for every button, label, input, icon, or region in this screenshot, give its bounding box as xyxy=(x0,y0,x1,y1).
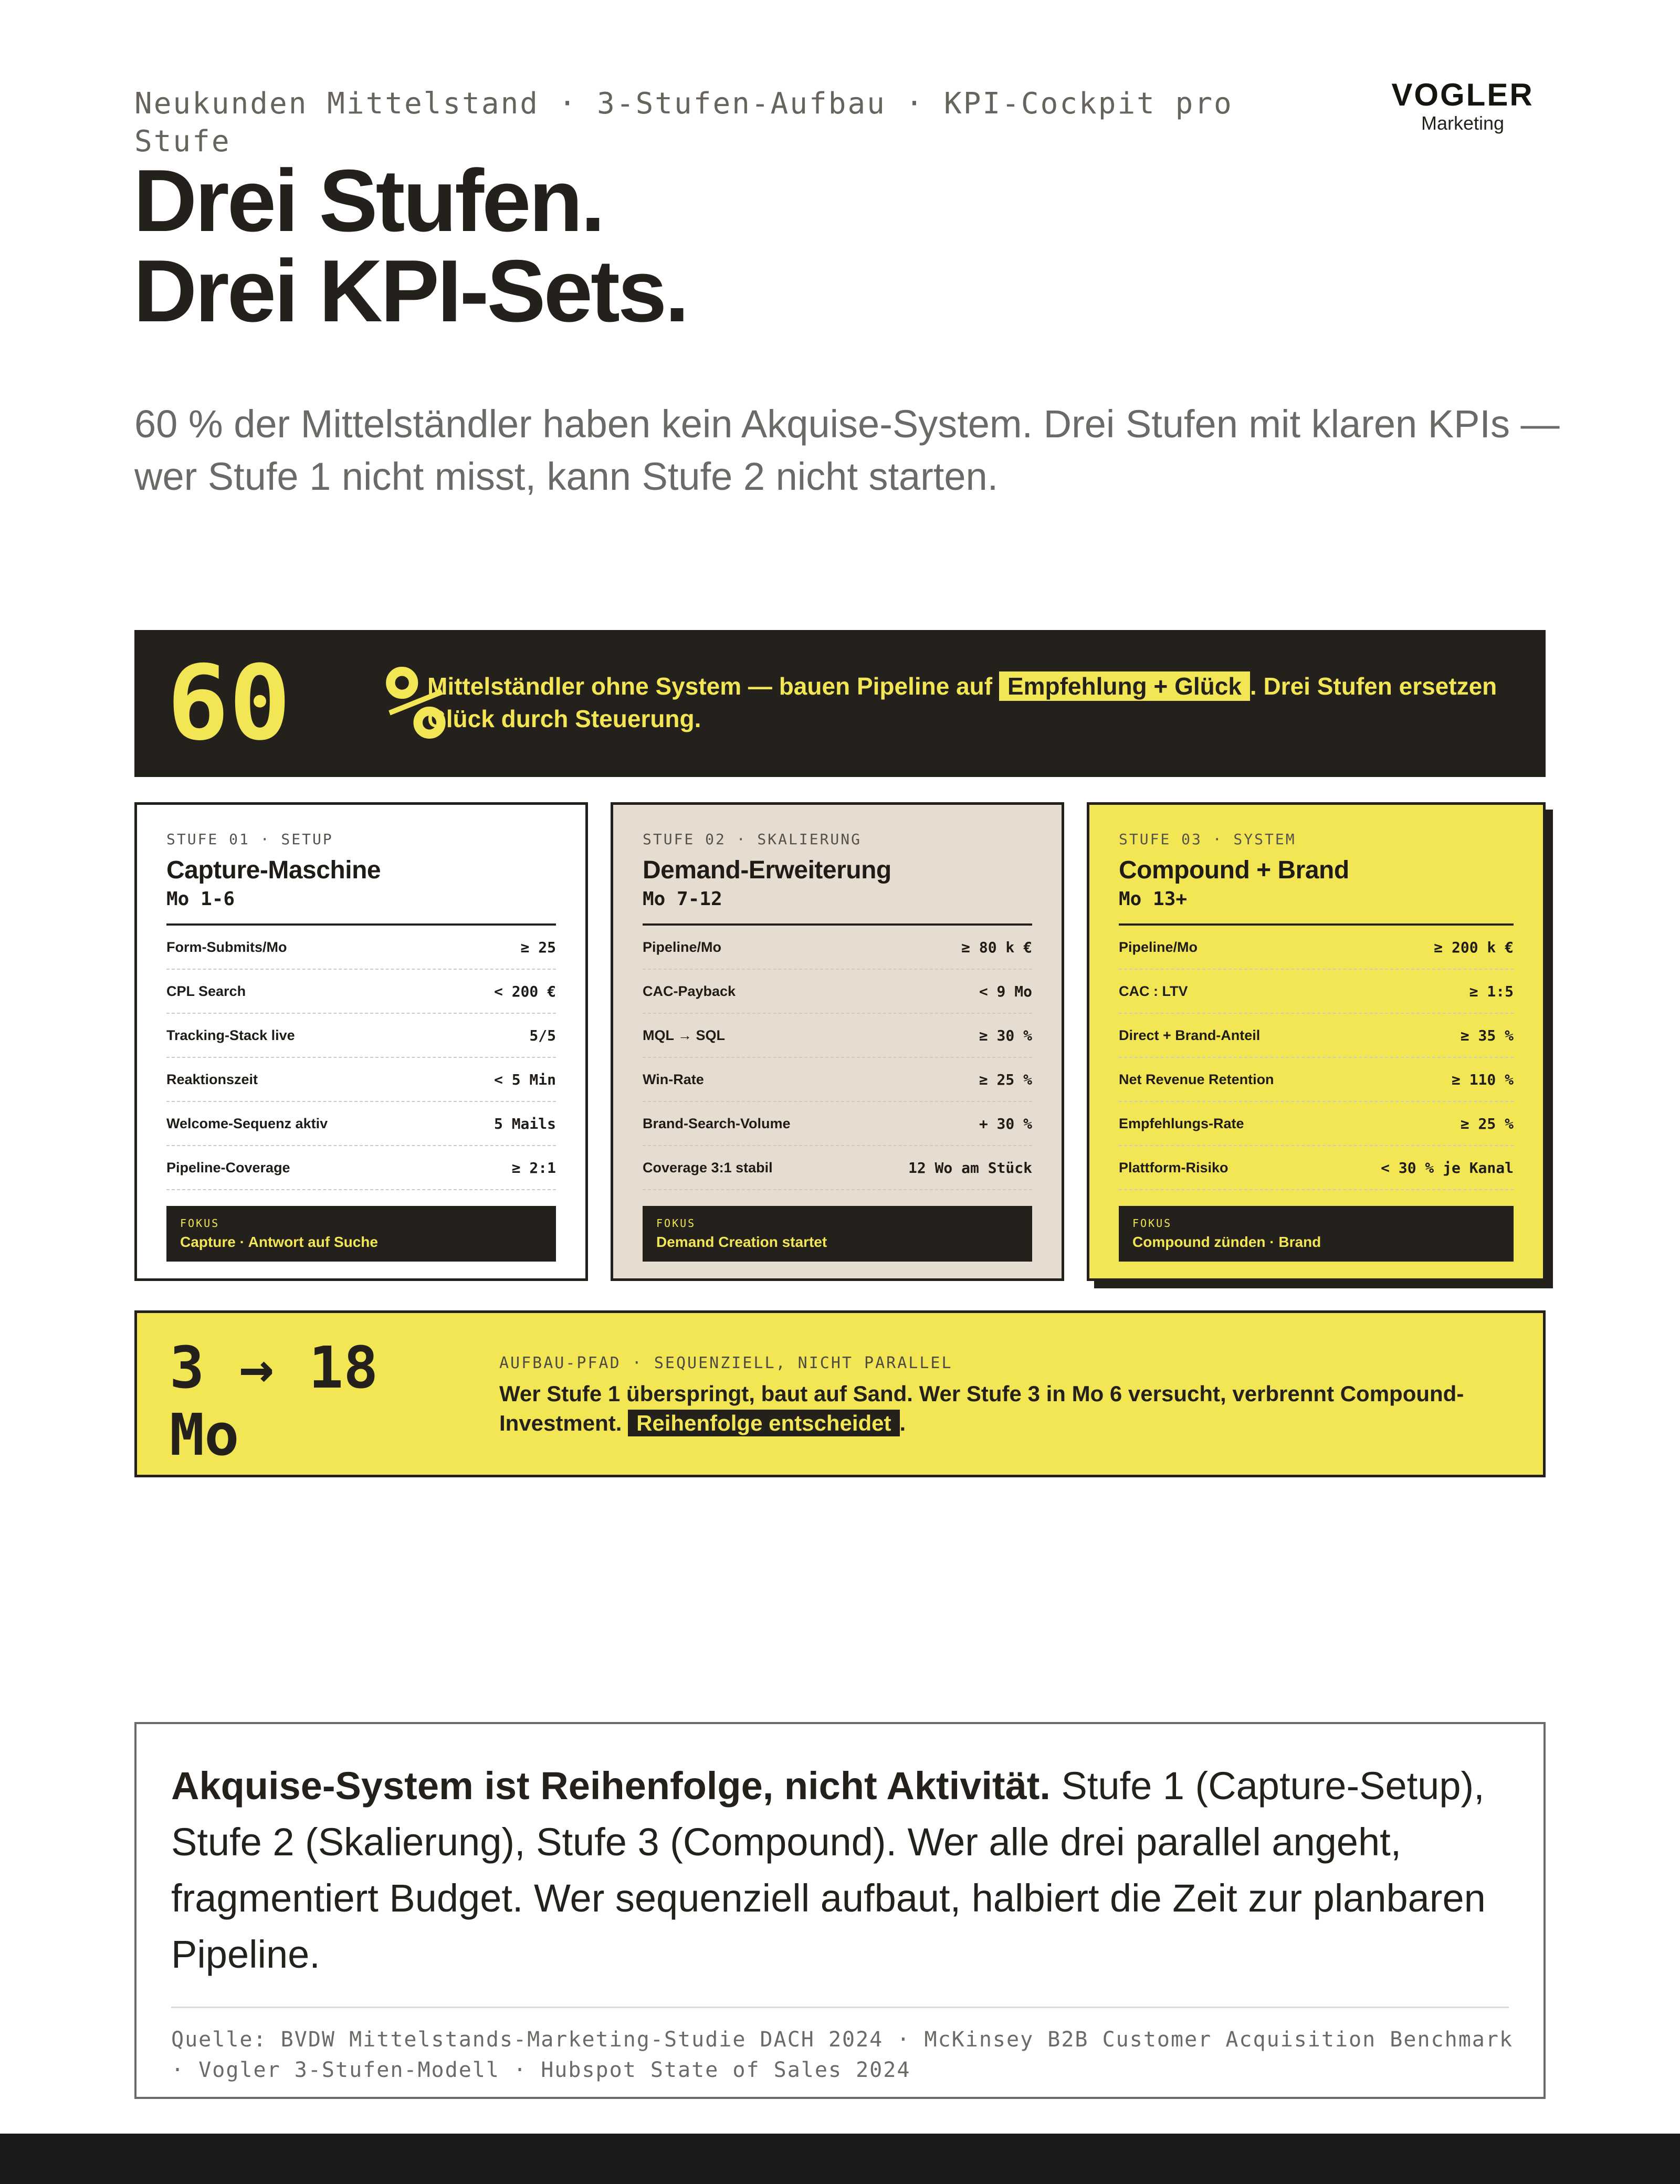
kpi-row xyxy=(643,1058,1032,1102)
kpi-name: Plattform-Risiko xyxy=(1119,1159,1228,1175)
focus-box xyxy=(1119,1206,1514,1262)
focus-label: FOKUS xyxy=(1132,1217,1172,1230)
kpi-value: < 200 € xyxy=(494,982,556,1000)
stage-period: Mo 1-6 xyxy=(166,888,235,910)
kpi-row xyxy=(1119,1058,1514,1102)
focus-box xyxy=(643,1206,1032,1262)
kpi-row xyxy=(1119,1146,1514,1190)
banner-highlight: Empfehlung + Glück xyxy=(999,671,1250,701)
kpi-row xyxy=(643,926,1032,970)
kpi-row xyxy=(166,970,556,1014)
kpi-name: Brand-Search-Volume xyxy=(643,1115,791,1131)
stage-card-3 xyxy=(1087,802,1546,1281)
path-timeline-line-2: Mo xyxy=(170,1401,239,1468)
footer-bar xyxy=(0,2134,1680,2184)
kpi-name: CAC-Payback xyxy=(643,983,736,999)
stage-label: STUFE 03 · SYSTEM xyxy=(1119,831,1296,848)
kpi-name: Form-Submits/Mo xyxy=(166,939,287,955)
kpi-value: ≥ 1:5 xyxy=(1469,982,1514,1000)
kpi-value: < 9 Mo xyxy=(979,982,1032,1000)
headline-line-1: Drei Stufen. xyxy=(133,151,603,250)
brand-logo xyxy=(1380,78,1546,134)
conclusion-body: Stufe 1 (Capture-Setup), Stufe 2 (Skalierung), Stufe 3 (Compound). Wer alle drei parallel angeht, fragmentiert Budget. Wer sequenziell aufbaut, halbiert die Zeit zur planbaren Pipeline. xyxy=(171,1764,1486,1976)
kpi-name: Coverage 3:1 stabil xyxy=(643,1159,773,1175)
stat-banner xyxy=(134,630,1546,777)
kpi-name: Tracking-Stack live xyxy=(166,1027,295,1043)
kpi-row xyxy=(643,1014,1032,1058)
stage-label: STUFE 02 · SKALIERUNG xyxy=(643,831,862,848)
focus-label: FOKUS xyxy=(656,1217,696,1230)
kpi-name: Welcome-Sequenz aktiv xyxy=(166,1115,328,1131)
stage-period: Mo 7-12 xyxy=(643,888,722,910)
stage-period: Mo 13+ xyxy=(1119,888,1188,910)
kpi-row xyxy=(1119,1014,1514,1058)
kpi-value: < 30 % je Kanal xyxy=(1381,1159,1514,1177)
kpi-value: ≥ 30 % xyxy=(979,1026,1032,1044)
focus-text: Capture · Antwort auf Suche xyxy=(180,1234,378,1250)
kpi-value: ≥ 110 % xyxy=(1451,1070,1514,1088)
focus-label: FOKUS xyxy=(180,1217,220,1230)
kpi-row xyxy=(166,1102,556,1146)
kpi-row xyxy=(1119,926,1514,970)
conclusion-text xyxy=(171,1758,1505,1982)
stage-title: Capture-Maschine xyxy=(166,856,381,884)
page-title xyxy=(133,151,1393,340)
banner-stat: 60 % xyxy=(167,644,447,763)
path-text-after: . xyxy=(899,1411,906,1435)
kpi-name: Empfehlungs-Rate xyxy=(1119,1115,1244,1131)
focus-box xyxy=(166,1206,556,1262)
kpi-name: Win-Rate xyxy=(643,1071,704,1087)
kpi-value: ≥ 2:1 xyxy=(511,1159,556,1177)
kpi-value: < 5 Min xyxy=(494,1070,556,1088)
kpi-value: 12 Wo am Stück xyxy=(908,1159,1032,1177)
kpi-row xyxy=(1119,970,1514,1014)
lead-paragraph: 60 % der Mittelständler haben kein Akquise-System. Drei Stufen mit klaren KPIs — wer Stufe 1 nicht misst, kann Stufe 2 nicht starten. xyxy=(134,402,1560,498)
kpi-value: 5 Mails xyxy=(494,1115,556,1132)
stage-card-1 xyxy=(134,802,588,1281)
kpi-value: ≥ 35 % xyxy=(1460,1026,1514,1044)
kpi-name: Pipeline/Mo xyxy=(643,939,722,955)
stage-title: Demand-Erweiterung xyxy=(643,856,891,884)
kpi-row xyxy=(643,1146,1032,1190)
kpi-name: CPL Search xyxy=(166,983,246,999)
banner-text-before: Mittelständler ohne System — bauen Pipeline auf xyxy=(427,673,999,700)
kpi-value: ≥ 25 % xyxy=(1460,1115,1514,1132)
path-label: AUFBAU-PFAD · SEQUENZIELL, NICHT PARALLEL xyxy=(499,1354,953,1372)
kpi-name: Direct + Brand-Anteil xyxy=(1119,1027,1261,1043)
kpi-name: MQL → SQL xyxy=(643,1027,726,1043)
kpi-value: ≥ 80 k € xyxy=(961,938,1032,956)
kpi-row xyxy=(166,1058,556,1102)
source-note: Quelle: BVDW Mittelstands-Marketing-Studie DACH 2024 · McKinsey B2B Customer Acquisition Benchmark · Vogler 3-Stufen-Modell · Hubspot State of Sales 2024 xyxy=(171,2028,1514,2082)
stage-title: Compound + Brand xyxy=(1119,856,1349,884)
kpi-value: 5/5 xyxy=(529,1026,556,1044)
kpi-row xyxy=(1119,1102,1514,1146)
path-timeline xyxy=(170,1334,432,1468)
kpi-value: ≥ 25 % xyxy=(979,1070,1032,1088)
eyebrow-text: Neukunden Mittelstand · 3-Stufen-Aufbau · KPI-Cockpit pro Stufe xyxy=(134,87,1233,159)
kpi-name: Reaktionszeit xyxy=(166,1071,258,1087)
logo-name: VOGLER xyxy=(1391,77,1534,112)
kpi-value: ≥ 200 k € xyxy=(1434,938,1514,956)
logo-subline: Marketing xyxy=(1421,112,1505,134)
headline-line-2: Drei KPI-Sets. xyxy=(133,242,688,340)
kpi-row xyxy=(643,970,1032,1014)
path-text xyxy=(499,1379,1528,1438)
focus-text: Demand Creation startet xyxy=(656,1234,827,1250)
path-text-before: Wer Stufe 1 überspringt, baut auf Sand. Wer Stufe 3 in Mo 6 versucht, verbrennt Compound-Investment. xyxy=(499,1381,1464,1435)
path-highlight: Reihenfolge entscheidet xyxy=(628,1410,899,1436)
conclusion-box xyxy=(134,1722,1546,2099)
focus-text: Compound zünden · Brand xyxy=(1132,1234,1321,1250)
kpi-name: CAC : LTV xyxy=(1119,983,1188,999)
kpi-value: + 30 % xyxy=(979,1115,1032,1132)
kpi-row xyxy=(166,1146,556,1190)
kpi-row xyxy=(166,926,556,970)
kpi-name: Pipeline-Coverage xyxy=(166,1159,290,1175)
conclusion-bold: Akquise-System ist Reihenfolge, nicht Aktivität. xyxy=(171,1764,1051,1808)
kpi-row xyxy=(166,1014,556,1058)
conclusion-divider xyxy=(171,2007,1509,2008)
build-path-strip xyxy=(134,1310,1546,1477)
stage-card-2 xyxy=(611,802,1064,1281)
kpi-value: ≥ 25 xyxy=(520,938,556,956)
kpi-row xyxy=(643,1102,1032,1146)
kpi-name: Pipeline/Mo xyxy=(1119,939,1198,955)
banner-text xyxy=(427,670,1509,735)
kpi-name: Net Revenue Retention xyxy=(1119,1071,1274,1087)
stage-label: STUFE 01 · SETUP xyxy=(166,831,333,848)
path-timeline-line-1: 3 → 18 xyxy=(170,1334,379,1401)
banner-text-after: . Drei Stufen ersetzen Glück durch Steuerung. xyxy=(427,673,1497,732)
